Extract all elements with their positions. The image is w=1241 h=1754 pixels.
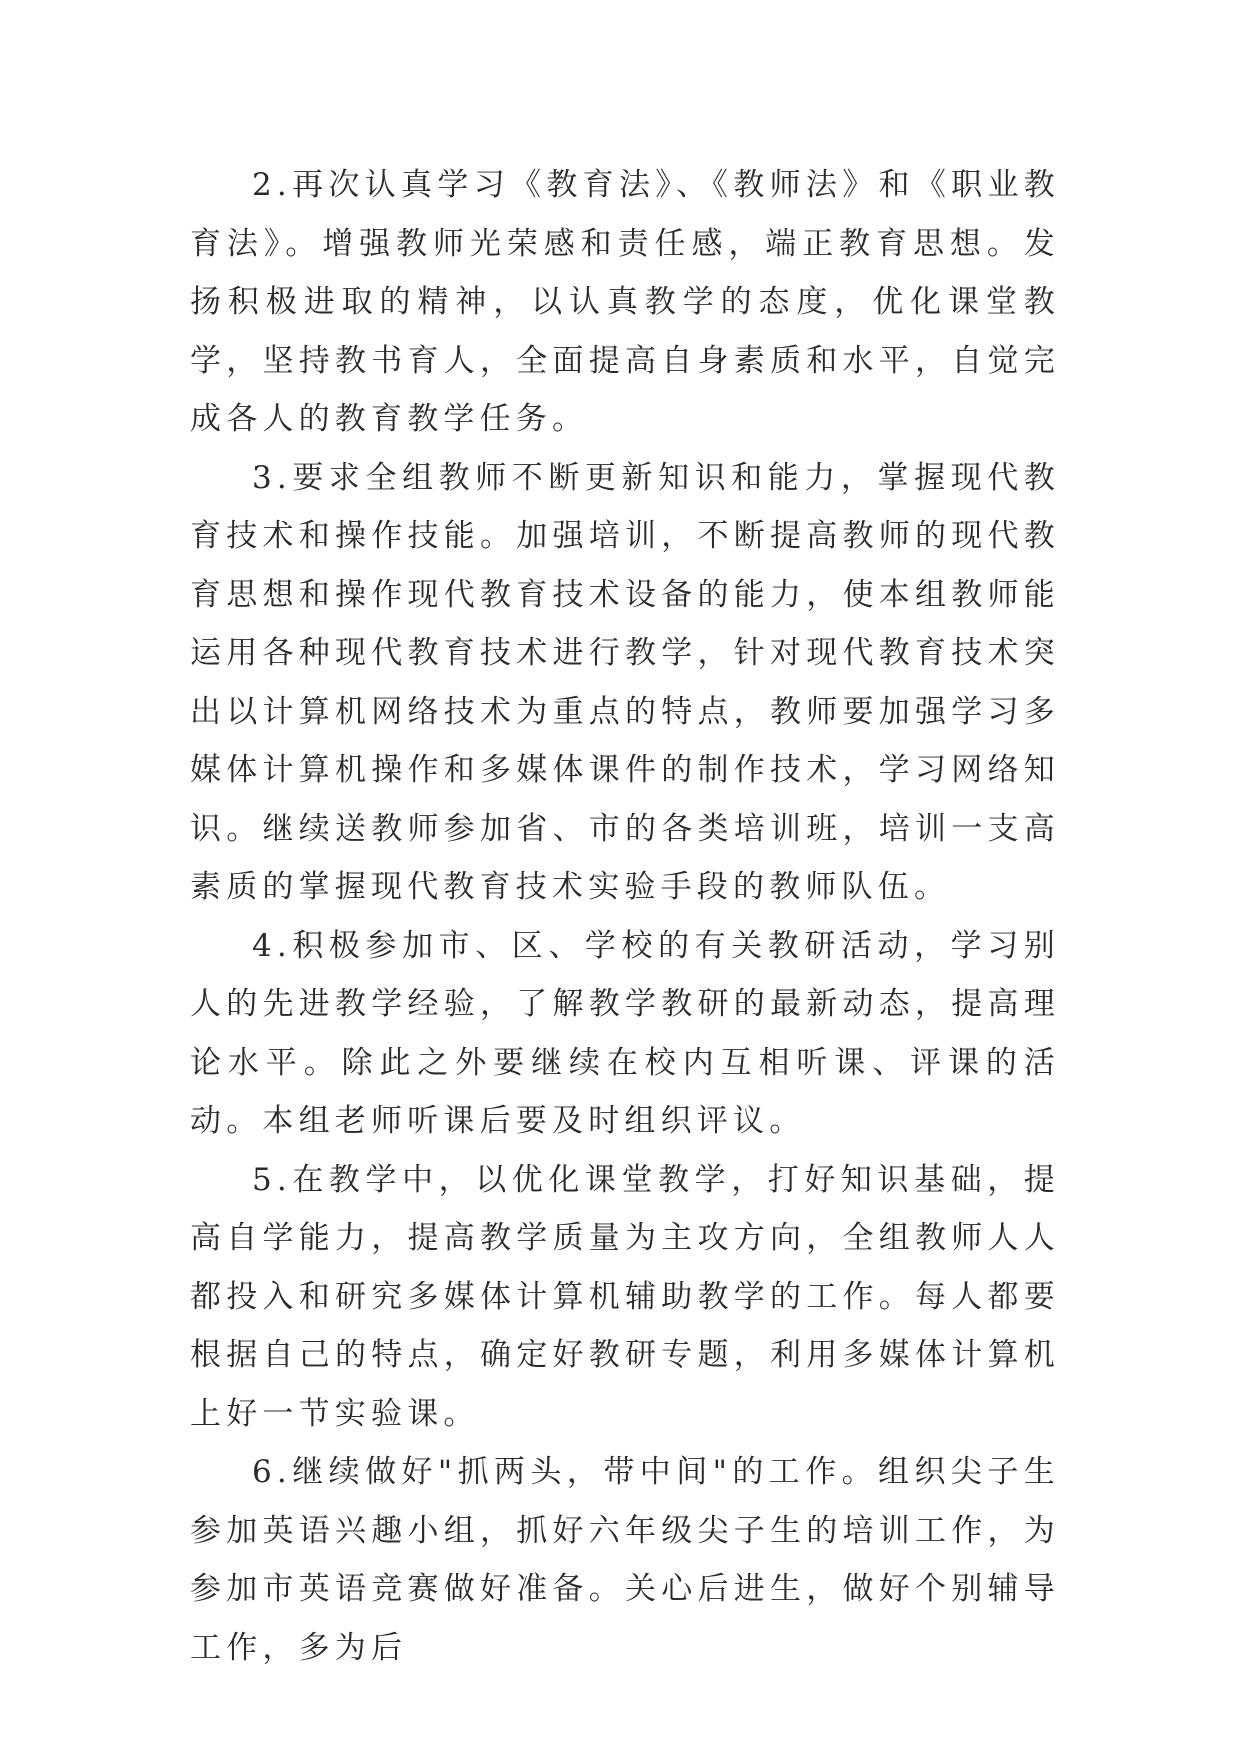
document-body <box>190 156 1060 1677</box>
paragraph-item-3: 3.要求全组教师不断更新知识和能力，掌握现代教育技术和操作技能。加强培训，不断提高教师的现代教育思想和操作现代教育技术设备的能力，使本组教师能运用各种现代教育技术进行教学，针对现代教育技术突出以计算机网络技术为重点的特点，教师要加强学习多媒体计算机操作和多媒体课件的制作技术，学习网络知识。继续送教师参加省、市的各类培训班，培训一支高素质的掌握现代教育技术实验手段的教师队伍。 <box>190 459 1060 905</box>
paragraph-item-4: 4.积极参加市、区、学校的有关教研活动，学习别人的先进教学经验，了解教学教研的最新动态，提高理论水平。除此之外要继续在校内互相听课、评课的活动。本组老师听课后要及时组织评议。 <box>190 927 1060 1139</box>
paragraph-item-6: 6.继续做好"抓两头，带中间"的工作。组织尖子生参加英语兴趣小组，抓好六年级尖子生的培训工作，为参加市英语竞赛做好准备。关心后进生，做好个别辅导工作，多为后 <box>190 1454 1060 1666</box>
paragraph-item-2: 2.再次认真学习《教育法》、《教师法》和《职业教育法》。增强教师光荣感和责任感，端正教育思想。发扬积极进取的精神，以认真教学的态度，优化课堂教学，坚持教书育人，全面提高自身素质和水平，自觉完成各人的教育教学任务。 <box>190 167 1060 437</box>
paragraph-item-5: 5.在教学中，以优化课堂教学，打好知识基础，提高自学能力，提高教学质量为主攻方向，全组教师人人都投入和研究多媒体计算机辅助教学的工作。每人都要根据自己的特点，确定好教研专题，利用多媒体计算机上好一节实验课。 <box>190 1161 1060 1432</box>
